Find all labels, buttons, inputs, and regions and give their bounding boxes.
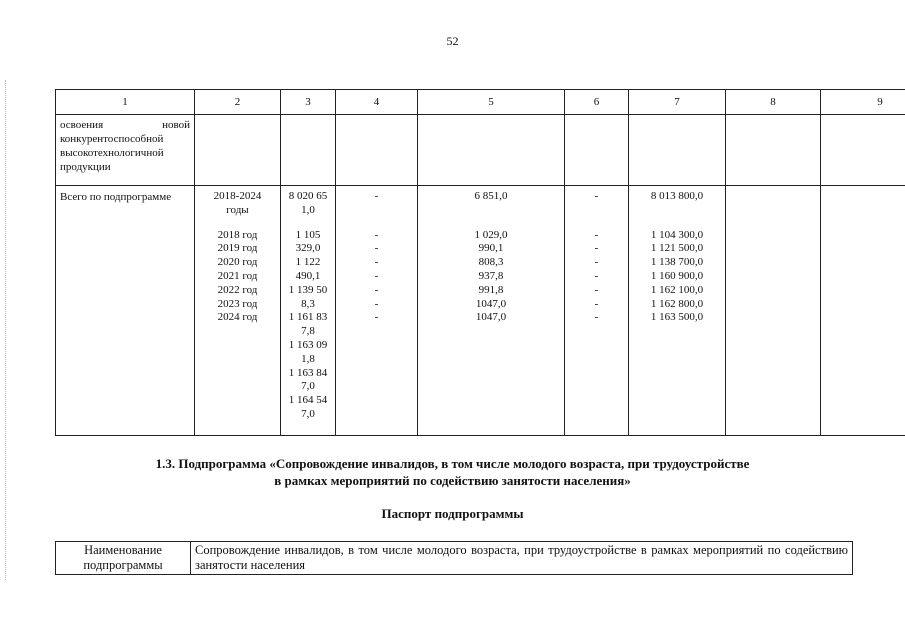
funding-value: 1 139 50: [288, 283, 328, 296]
header-cell: 2: [195, 90, 281, 115]
description-line: продукции: [60, 161, 111, 173]
funding-value: 8 020 65: [288, 190, 328, 202]
budget-value: 991,8: [478, 283, 504, 296]
year-label: 2019 год: [217, 242, 258, 255]
year-label: 2020 год: [217, 256, 258, 269]
dash-value: -: [374, 283, 379, 296]
federal-budget-cell: [336, 186, 418, 436]
funding-value: 1 163 84: [288, 366, 328, 379]
period-total: 2018-2024: [213, 190, 262, 202]
empty-cell: [195, 115, 281, 186]
budget-value: 1 163 500,0: [650, 311, 704, 324]
description-line: высокотехнологичной: [60, 147, 164, 159]
year-label: 2023 год: [217, 297, 258, 310]
description-word: освоения: [60, 119, 104, 131]
funding-value: 1 163 09: [288, 338, 328, 351]
empty-cell: [629, 115, 726, 186]
dash-value: -: [594, 311, 599, 324]
funding-value: 1,8: [301, 352, 315, 365]
other-sources-cell: [629, 186, 726, 436]
header-cell: 7: [629, 90, 726, 115]
funding-value: 1 122: [295, 256, 321, 269]
table-header-row: [56, 90, 905, 115]
passport-label: подпрограммы: [83, 558, 163, 572]
table-row: [56, 115, 905, 186]
empty-cell: [281, 115, 336, 186]
funding-value: 490,1: [295, 269, 321, 282]
dash-value: -: [594, 242, 599, 255]
budget-value: 1 104 300,0: [650, 228, 704, 241]
period-cell: [195, 186, 281, 436]
funding-value: 1 161 83: [288, 311, 328, 324]
funding-value: 7,8: [301, 325, 315, 338]
header-cell: 8: [726, 90, 821, 115]
budget-value: 1047,0: [475, 297, 507, 310]
header-cell: 1: [56, 90, 195, 115]
budget-value: 808,3: [478, 256, 504, 269]
dash-value: -: [374, 256, 379, 269]
regional-budget-cell: [418, 186, 565, 436]
dash-value: -: [374, 228, 379, 241]
empty-cell: [565, 115, 629, 186]
dash-value: -: [374, 297, 379, 310]
dash-value: -: [374, 190, 379, 202]
budget-value: 1 162 800,0: [650, 297, 704, 310]
header-cell: 9: [821, 90, 905, 115]
budget-value: 1047,0: [475, 311, 507, 324]
header-cell: 3: [281, 90, 336, 115]
budget-value: 1 029,0: [474, 228, 508, 241]
dash-value: -: [374, 311, 379, 324]
row-label-cell: Всего по подпрограмме: [56, 186, 195, 436]
year-label: 2018 год: [217, 228, 258, 241]
empty-cell: [821, 186, 905, 436]
period-total: годы: [226, 203, 249, 216]
total-funding-cell: [281, 186, 336, 436]
row-description-cell: [56, 115, 195, 186]
year-label: 2024 год: [217, 311, 258, 324]
subprogram-heading-line2: в рамках мероприятий по содействию занятости населения»: [274, 473, 631, 488]
description-word: новой: [162, 119, 190, 131]
empty-cell: [726, 115, 821, 186]
budget-value: 1 162 100,0: [650, 283, 704, 296]
budget-value: 990,1: [478, 242, 504, 255]
dash-value: -: [374, 242, 379, 255]
empty-cell: [336, 115, 418, 186]
dash-value: -: [594, 297, 599, 310]
passport-label-cell: [56, 542, 191, 575]
empty-cell: [821, 115, 905, 186]
budget-value: 1 160 900,0: [650, 269, 704, 282]
funding-value: 1 105: [295, 228, 321, 241]
funding-value: 8,3: [301, 297, 315, 310]
dash-value: -: [594, 190, 599, 202]
program-funding-table: [55, 89, 905, 436]
table-row-total: [56, 186, 905, 436]
header-cell: 6: [565, 90, 629, 115]
budget-value: 6 851,0: [474, 190, 508, 202]
dash-value: -: [594, 228, 599, 241]
budget-value: 937,8: [478, 269, 504, 282]
funding-value: 329,0: [295, 242, 321, 255]
local-budget-cell: [565, 186, 629, 436]
header-cell: 4: [336, 90, 418, 115]
year-label: 2022 год: [217, 283, 258, 296]
budget-value: 1 121 500,0: [650, 242, 704, 255]
page-number: 52: [446, 34, 459, 48]
empty-cell: [418, 115, 565, 186]
passport-table: [55, 541, 853, 575]
header-cell: 5: [418, 90, 565, 115]
passport-label: Наименование: [84, 543, 162, 557]
empty-cell: [726, 186, 821, 436]
dash-value: -: [374, 269, 379, 282]
funding-value: 1,0: [301, 203, 315, 216]
dash-value: -: [594, 269, 599, 282]
budget-value: 1 138 700,0: [650, 256, 704, 269]
dash-value: -: [594, 283, 599, 296]
funding-value: 7,0: [301, 380, 315, 393]
passport-title: Паспорт подпрограммы: [381, 506, 524, 521]
dash-value: -: [594, 256, 599, 269]
year-label: 2021 год: [217, 269, 258, 282]
subprogram-heading-line1: 1.3. Подпрограмма «Сопровождение инвалидов, в том числе молодого возраста, при трудоустройстве: [155, 456, 750, 471]
description-line: конкурентоспособной: [60, 133, 164, 145]
budget-value: 8 013 800,0: [650, 190, 704, 202]
funding-value: 7,0: [301, 407, 315, 420]
passport-row: [56, 542, 853, 575]
passport-value-cell: Сопровождение инвалидов, в том числе молодого возраста, при трудоустройстве в рамках мероприятий по содействию занятости населения: [191, 542, 853, 575]
funding-value: 1 164 54: [288, 394, 328, 407]
